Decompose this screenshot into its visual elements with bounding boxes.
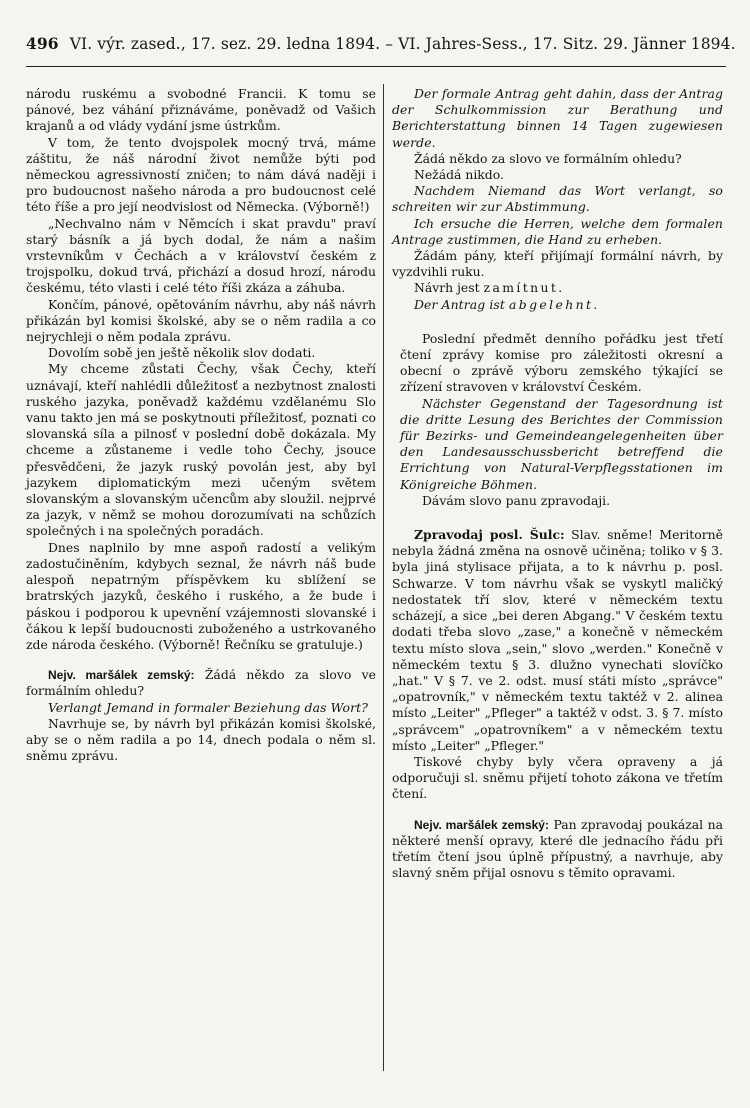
paragraph: „Nechvalno nám v Němcích i skat pravdu" praví starý básník a já bych dodal, že nám a našim vrstevníkům v Čechách a v království českém z trojspolku, dokud trvá, přichází a dosud hrozí, národu českému, této vlasti i celé této říši zkáza a záhuba. [26, 215, 376, 296]
vote-result-german [392, 297, 723, 313]
agenda-item [392, 331, 723, 509]
paragraph: Navrhuje se, by návrh byl přikázán komisi školské, aby se o něm radila a po 14, dnech podala o něm sl. sněmu zprávu. [26, 715, 376, 764]
czech-session-info: VI. výr. zased., 17. sez. 29. ledna 1894. [69, 35, 381, 53]
vote-text: Návrh jest [414, 280, 480, 296]
paragraph: Dovolím sobě jen ještě několik slov dodati. [48, 345, 316, 361]
running-header [26, 34, 736, 53]
speaker-name: Nejv. maršálek zemský: [48, 668, 195, 683]
header-separator: – [385, 35, 394, 53]
paragraph: Žádá někdo za slovo ve formálním ohledu? [414, 150, 682, 166]
german-paragraph: Verlangt Jemand in formaler Beziehung das Wort? [48, 699, 368, 715]
speaker-paragraph [26, 667, 376, 699]
speaker-name: Nejv. maršálek zemský: [414, 817, 549, 832]
paragraph: V tom, že tento dvojspolek mocný trvá, máme záštitu, že náš národní život nemůže býti pod německou agressivností zničen; to nám dává naději i pro budoucnost našeho národa a pro budoucnost celé této říše a pro její neodvislost od Německa. (Výborně!) [26, 134, 376, 215]
paragraph: Dnes naplnilo by mne aspoň radostí a velikým zadostučiněním, kdybych seznal, že návrh náš bude alespoň nepatrným příspěvkem ku sblížení se bratrských jazyků, českého i ruského, a že bude i páskou i podporou k upevnění vzájemnosti slovanské i čákou k lepší budoucnosti zuboženého a ustrkovaného zde národa českého. (Výborně! Řečníku se gratuluje.) [26, 539, 376, 652]
speech-text: Slav. sněme! Meritorně nebyla žádná změna na osnově učiněna; toliko v § 3. byla jiná stylisace přijata, a to k návrhu p. posl. Schwarze. V tom návrhu však se vyskytl maličký nedostatek tří slov, které v německém textu scházejí, a sice „bei deren Abgang." V českém textu dodati třeba slovo „zase," a konečně v německém textu místo slova „sein," slovo „werden." Konečně v německém textu § 3. dlužno vynechati slovíčko „hat." V § 7. ve 2. odst. musí státi místo „správce" „opatrovník," v německém textu taktéž v 2. alinea místo „Leiter" „Pfleger" a taktéž v odst. 3. § 7. místo „správcem" „opatrovníkem" a v německém textu místo „Leiter" „Pfleger." [392, 527, 723, 753]
paragraph: Dávám slovo panu zpravodaji. [422, 492, 611, 508]
page-number: 496 [26, 34, 59, 53]
vote-outcome: zamítnut. [483, 280, 565, 296]
left-column [26, 86, 376, 764]
paragraph: Nežádá nikdo. [414, 167, 504, 183]
paragraph: Končím, pánové, opětováním návrhu, aby náš návrh přikázán byl komisi školské, aby se o něm radila a co nejrychleji o něm podala zprávu. [26, 296, 376, 345]
vote-outcome-german: abgelehnt. [508, 296, 600, 312]
paragraph: Tiskové chyby byly včera opraveny a já odporučuji sl. sněmu přijetí tohoto zákona ve třetím čtení. [392, 753, 723, 802]
german-session-info: VI. Jahres-Sess., 17. Sitz. 29. Jänner 1894. [398, 35, 736, 53]
german-paragraph: Nachdem Niemand das Wort verlangt, so schreiten wir zur Abstimmung. [392, 183, 723, 215]
vote-result [392, 280, 723, 296]
speech-text: Žádá někdo za slovo ve formálním ohledu? [26, 667, 376, 699]
paragraph: Žádám pány, kteří přijímají formální návrh, by vyzdvihli ruku. [392, 248, 723, 280]
right-column [392, 86, 723, 881]
column-divider [383, 84, 384, 1071]
agenda-item-german: Nächster Gegenstand der Tagesordnung ist die dritte Lesung des Berichtes der Commission für Bezirks- und Gemeindeangelegenheiten über den Landesausschussbericht betreffend die Errichtung von Natural-Verpflegsstationen im Königreiche Böhmen. [400, 395, 723, 492]
german-paragraph: Ich ersuche die Herren, welche dem formalen Antrage zustimmen, die Hand zu erheben. [392, 215, 723, 247]
german-paragraph: Der formale Antrag geht dahin, dass der Antrag der Schulkommission zur Berathung und Berichterstattung binnen 14 Tagen zugewiesen werde. [392, 86, 723, 150]
agenda-item-czech: Poslední předmět denního pořádku jest třetí čtení zprávy komise pro záležitosti okresní a obecní o zprávě výboru zemského týkající se zřízení stravoven v království Českém. [400, 330, 723, 395]
speaker-paragraph [392, 817, 723, 882]
speaker-name: Zpravodaj posl. Šulc: [414, 527, 565, 543]
paragraph: národu ruskému a svobodné Francii. K tomu se pánové, bez váhání přiznáváme, poněvadž od Vašich krajanů a od vlády vydání jsme ústrkům. [26, 86, 376, 134]
vote-text-german: Der Antrag ist [414, 296, 505, 312]
speech-text: Pan zpravodaj poukázal na některé menší opravy, které dle jednacího řádu při třetím čtení jsou úplně přípustný, a navrhuje, aby slavný sněm přijal osnovu s těmito opravami. [392, 816, 723, 881]
header-rule [26, 66, 726, 67]
speaker-paragraph [392, 527, 723, 754]
paragraph: My chceme zůstati Čechy, však Čechy, kteří uznávají, kteří nahlédli důležitosť a nezbytnost znalosti ruského jazyka, poněvadž každému vzdělanému Slo vanu takto jen má se poskytnouti příležitosť, poznati co slovanská síla a pilnosť v poslední době dokázala. My chceme a zůstaneme i vedle toho Čechy, jsouce přesvědčeni, že jazyk ruský povolán jest, aby byl jazykem diplomatickým mezi učeným světem slovanským a slovanským učencům aby sloužil. nejprvé za jazyk, v němž se mohou dorozumívati na schůzích společných i na společných poradách. [26, 361, 376, 539]
